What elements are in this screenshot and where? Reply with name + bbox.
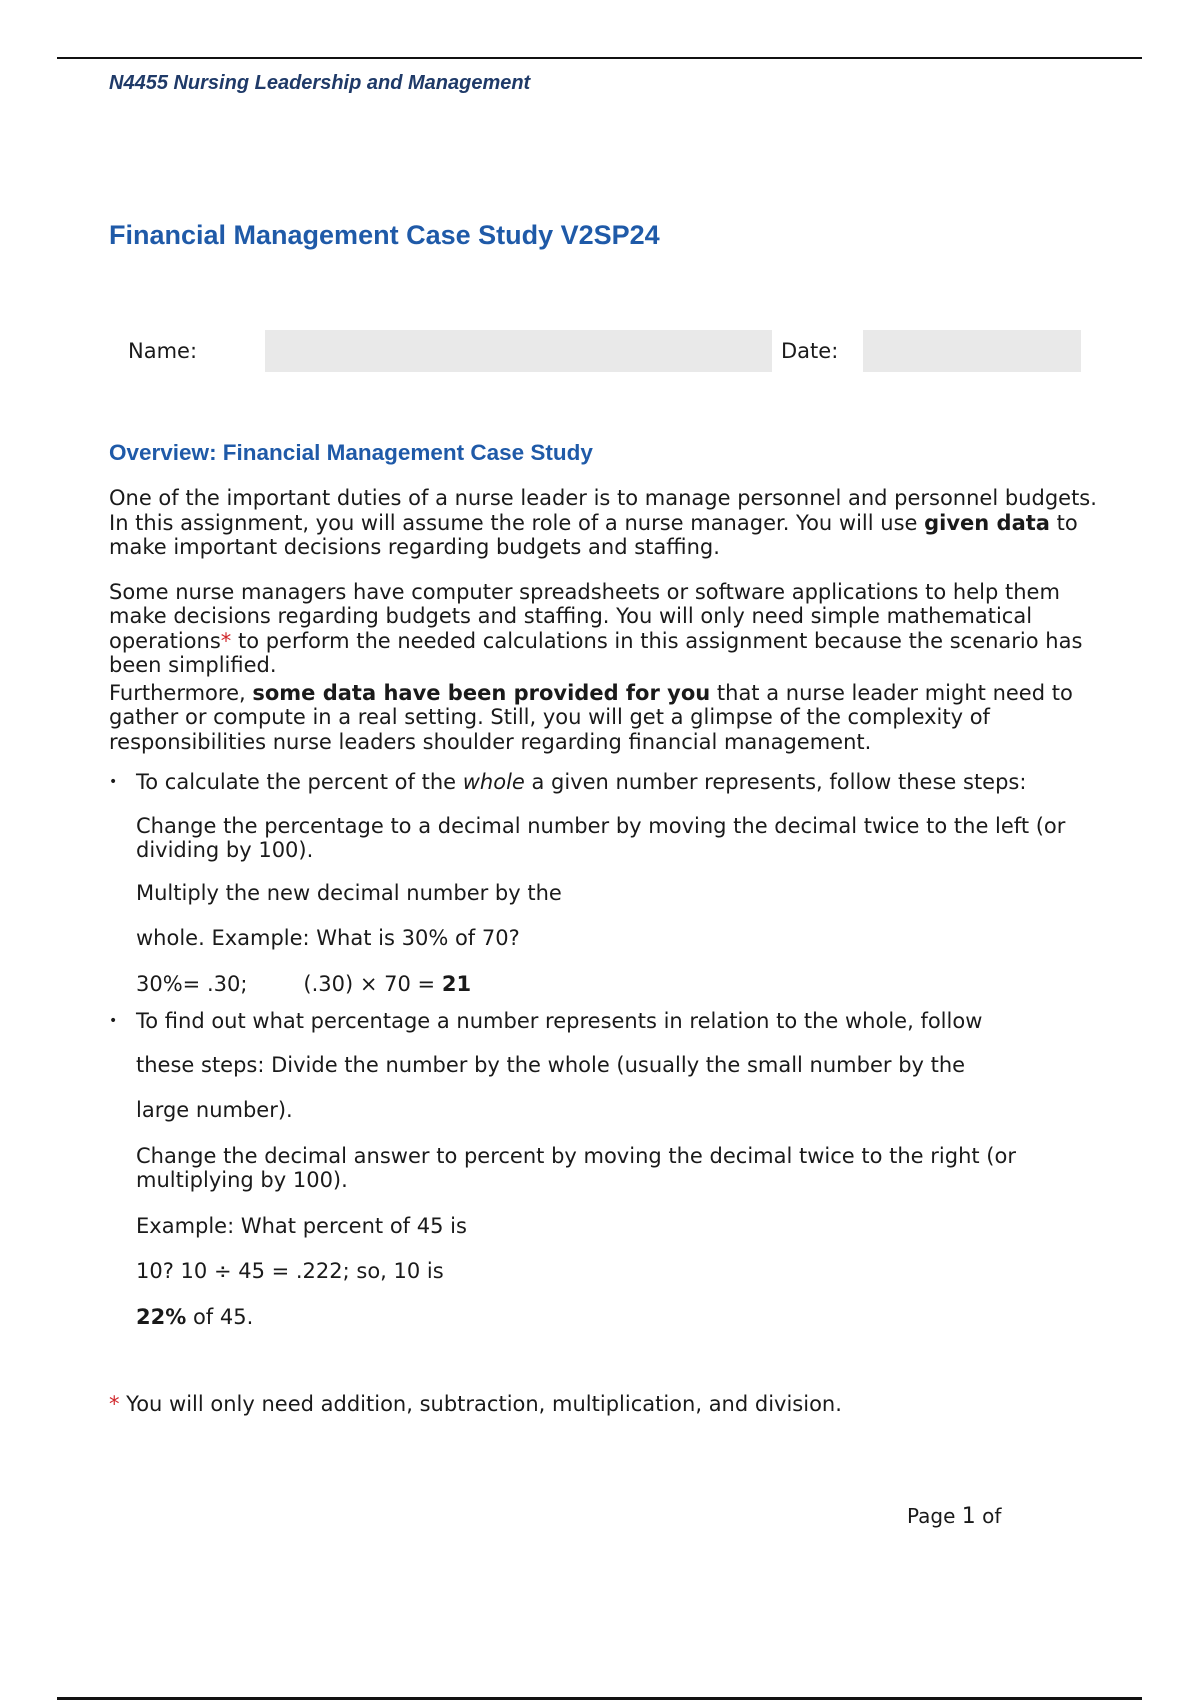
p1-text-end: to make important decisions regarding budgets and staffing.	[109, 510, 1078, 559]
bullet-icon: •	[109, 774, 118, 790]
example-answer: 22%	[136, 1304, 187, 1329]
p2-text-end: to perform the needed calculations in this assignment because the scenario has been simplified.	[109, 628, 1083, 677]
footnote	[109, 1392, 842, 1417]
p1-bold-text: given data	[924, 510, 1050, 535]
bullet-intro	[136, 770, 1099, 795]
header-rule	[57, 57, 1142, 59]
step-text: Multiply the new decimal number by the	[136, 880, 562, 905]
p2-text: Some nurse managers have computer spreadsheets or software applications to help them make decisions regarding budgets and staffing. You will only need simple mathematical operations	[109, 579, 1060, 653]
step-text: large number).	[136, 1098, 293, 1122]
asterisk-marker: *	[109, 1392, 120, 1416]
step-text: whole. Example: What is 30% of 70?	[136, 926, 520, 950]
page-number-value: 1	[961, 1504, 976, 1529]
course-title: N4455 Nursing Leadership and Management	[109, 72, 531, 94]
example-calculation	[136, 972, 1099, 997]
bullet-percentage-of-whole	[109, 1009, 1099, 1329]
footnote-text: You will only need addition, subtraction, multiplication, and division.	[119, 1392, 842, 1416]
date-label: Date:	[781, 339, 839, 363]
document-title: Financial Management Case Study V2SP24	[109, 220, 660, 250]
bullet-percent-of-whole	[109, 770, 1099, 996]
bullet-intro-text: To calculate the percent of the	[136, 770, 463, 794]
step-text: these steps: Divide the number by the whole (usually the small number by the	[136, 1052, 966, 1077]
p1-text: One of the important duties of a nurse leader is to manage personnel and personnel budgets. In this assignment, you will assume the role of a nurse manager. You will use	[109, 486, 1097, 535]
overview-paragraph-3	[109, 681, 1099, 755]
page-prefix: Page	[907, 1504, 962, 1528]
bullet-intro: To find out what percentage a number represents in relation to the whole, follow	[136, 1009, 983, 1033]
bullet-intro-italic: whole	[462, 770, 525, 794]
p3-text-end: that a nurse leader might need to gather or compute in a real setting. Still, you will get a glimpse of the complexity of responsibilities nurse leaders shoulder regarding financial management.	[109, 680, 1073, 754]
calc-right: (.30) × 70 =	[303, 971, 442, 996]
overview-paragraph-2	[109, 580, 1099, 678]
calc-answer: 21	[441, 971, 472, 996]
p3-text: Furthermore,	[109, 680, 253, 705]
bullet-intro-text-end: a given number represents, follow these steps:	[524, 770, 1027, 794]
name-label: Name:	[128, 339, 198, 363]
p3-bold-text: some data have been provided for you	[252, 680, 711, 705]
date-field[interactable]	[863, 330, 1081, 372]
example-text: 10? 10 ÷ 45 = .222; so, 10 is	[136, 1259, 444, 1283]
calc-left: 30%= .30;	[136, 971, 248, 996]
page-number	[907, 1504, 1001, 1529]
overview-paragraph-1	[109, 486, 1099, 560]
name-field[interactable]	[265, 330, 772, 372]
page-suffix: of	[975, 1504, 1002, 1528]
step-text: Change the percentage to a decimal number by moving the decimal twice to the left (or dividing by 100).	[136, 813, 1066, 862]
example-text: Example: What percent of 45 is	[136, 1213, 467, 1238]
example-result	[136, 1305, 1099, 1330]
asterisk-marker: *	[220, 628, 232, 653]
overview-section	[109, 440, 1099, 1329]
step-text: Change the decimal answer to percent by moving the decimal twice to the right (or multiplying by 100).	[136, 1143, 1016, 1192]
section-heading: Overview: Financial Management Case Study	[109, 440, 593, 465]
bullet-icon: •	[109, 1013, 118, 1029]
example-result-text: of 45.	[186, 1304, 254, 1329]
